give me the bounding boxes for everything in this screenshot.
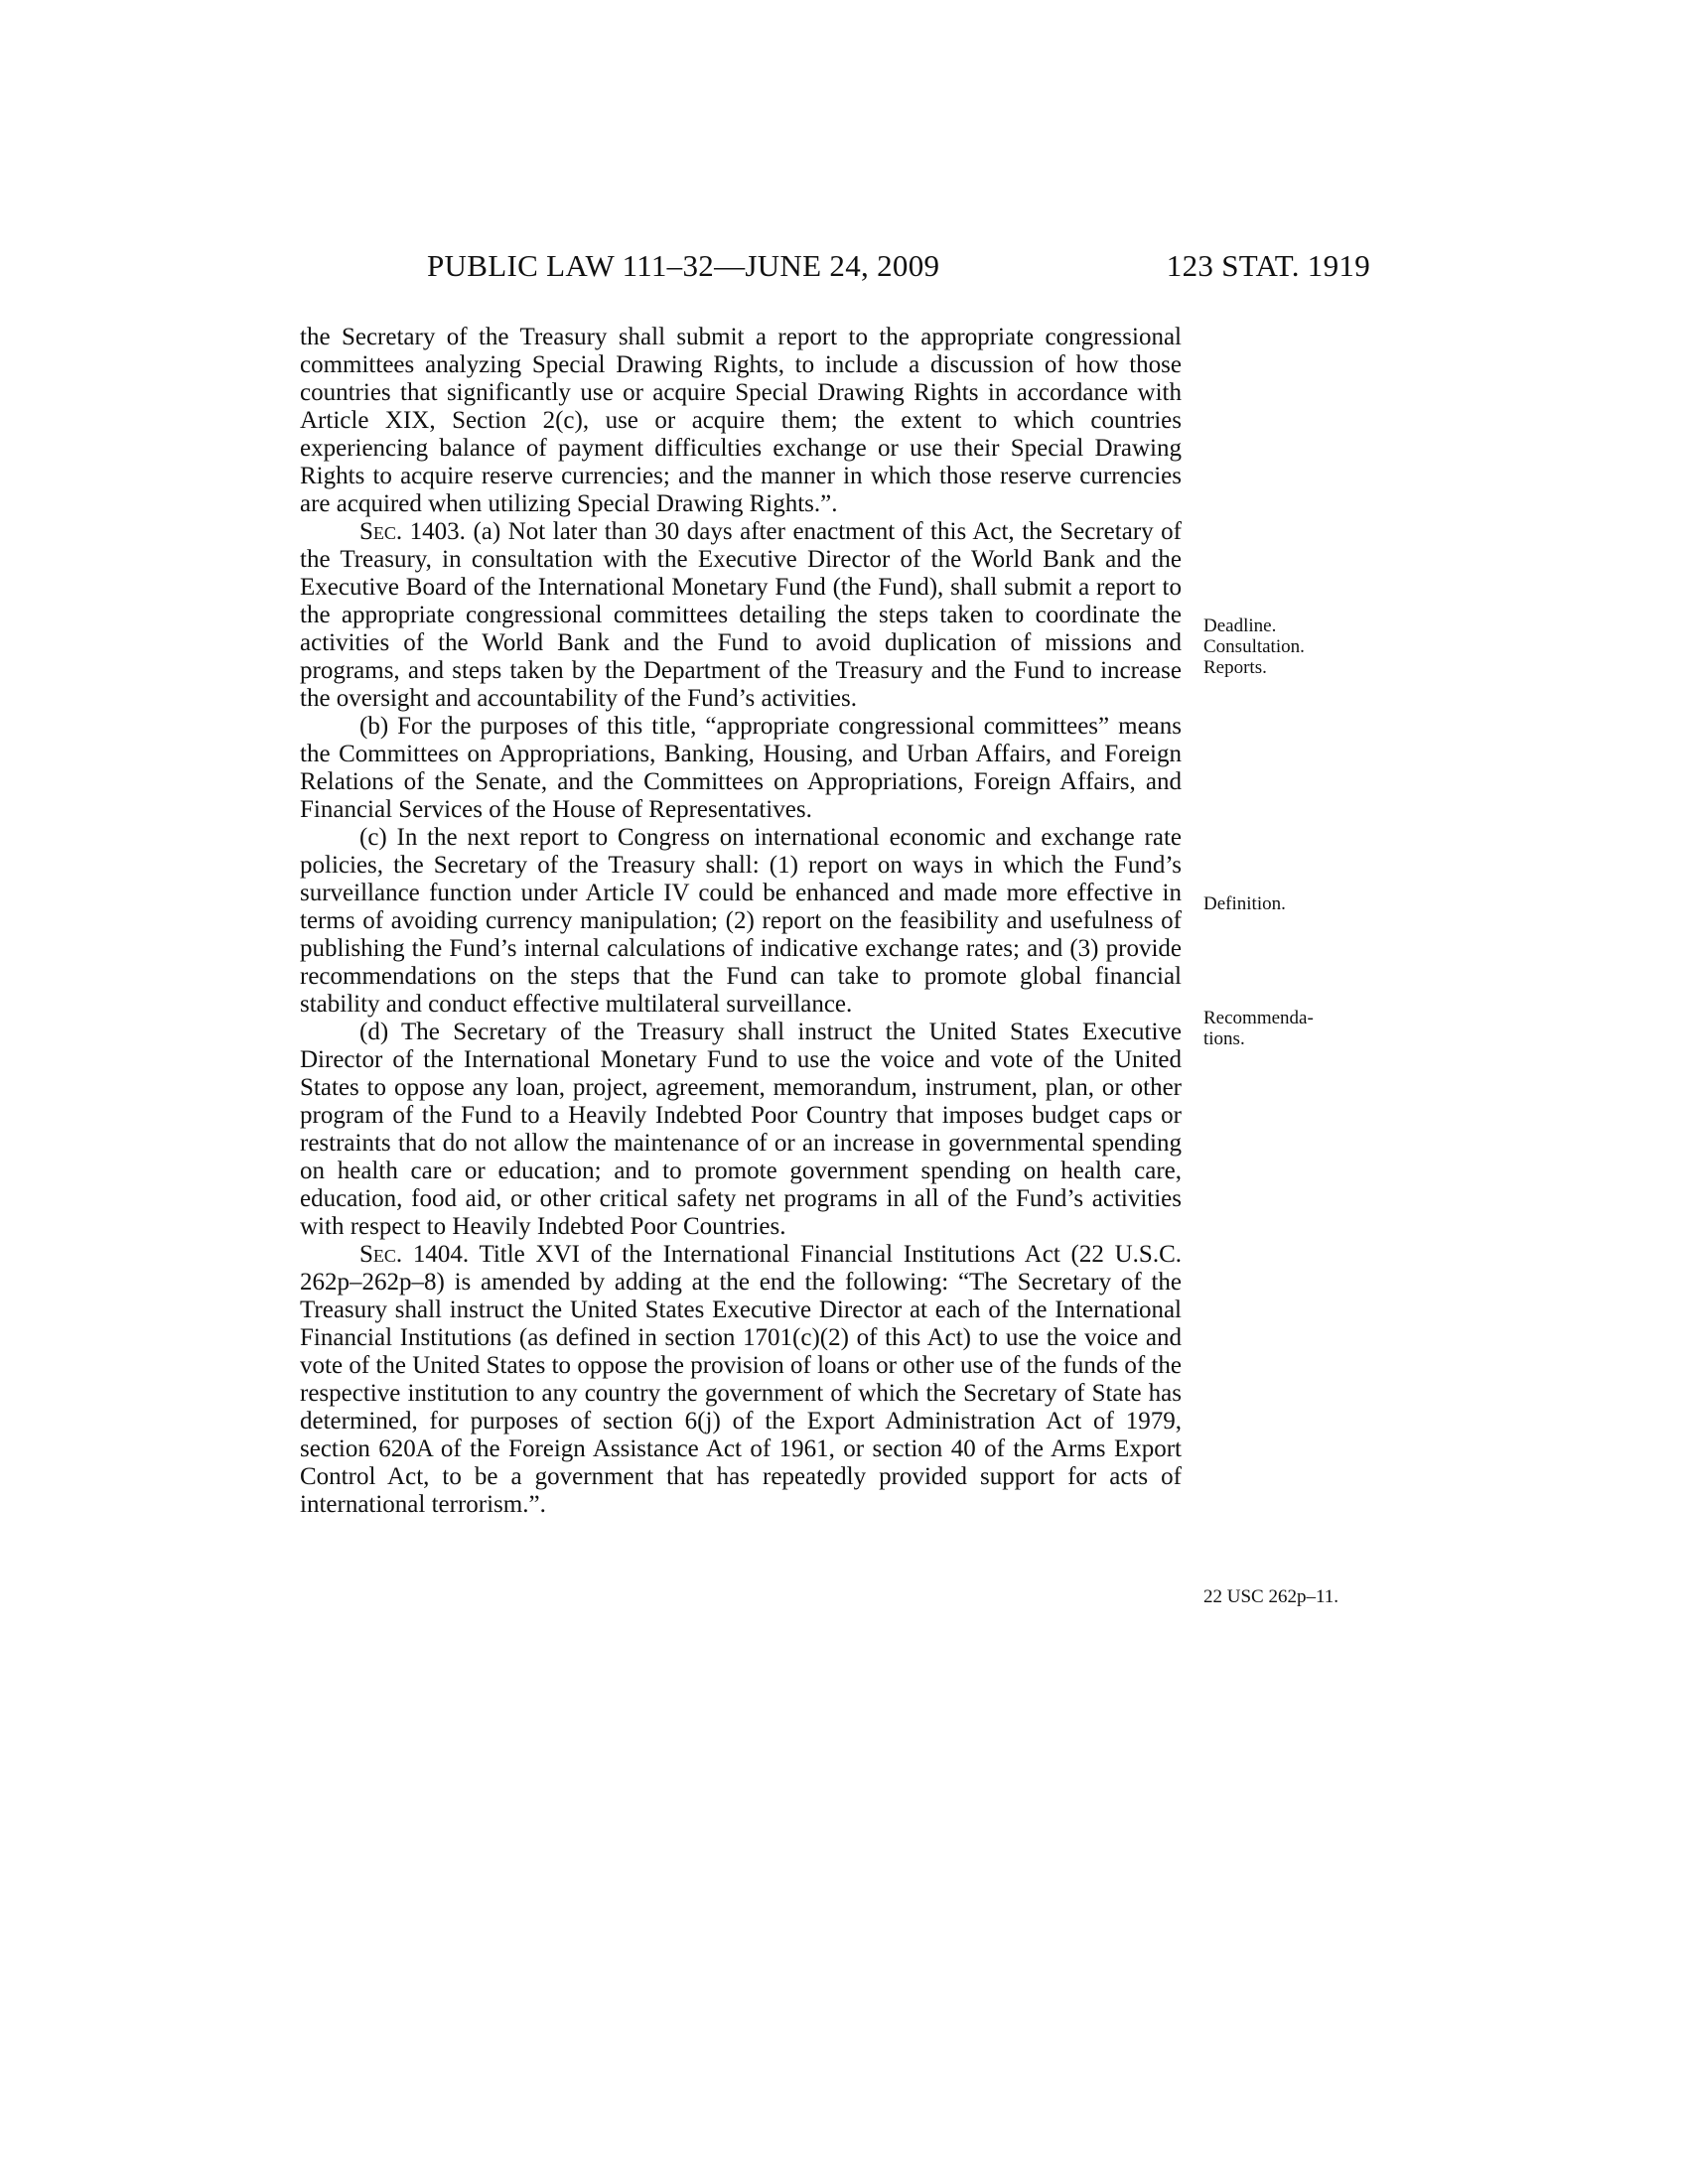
section-label: Sec. (359, 1241, 403, 1268)
paragraph-sec-1403-c (300, 824, 1182, 1019)
paragraph-sec-1404 (300, 1241, 1182, 1519)
public-law-citation: PUBLIC LAW 111–32—JUNE 24, 2009 (427, 248, 940, 283)
section-label: Sec. (359, 518, 403, 545)
statute-page-number: 123 STAT. 1919 (1166, 248, 1370, 283)
margin-note-line: Consultation. (1203, 636, 1305, 657)
margin-note-deadline (1203, 615, 1372, 678)
page-header (298, 248, 1370, 288)
margin-note-line: 22 USC 262p–11. (1203, 1586, 1339, 1607)
paragraph-text: (b) For the purposes of this title, “appropriate congressional committees” means the Committees on Appropriations, Banking, Housing, and Urban Affairs, and Foreign Relations of the Senate, and the Committees on Appropriations, Foreign Affairs, and Financial Services of the House of Representatives. (300, 713, 1182, 823)
margin-note-line: Reports. (1203, 657, 1267, 678)
margin-note-recommendations (1203, 1008, 1372, 1049)
margin-note-line: Definition. (1203, 893, 1286, 914)
margin-note-line: Recommenda- (1203, 1008, 1314, 1028)
paragraph-text: (c) In the next report to Congress on international economic and exchange rate policies, the Secretary of the Treasury shall: (1) report on ways in which the Fund’s surveillance function under Article IV could be enhanced and made more effective in terms of avoiding currency manipulation; (2) report on the feasibility and usefulness of publishing the Fund’s internal calculations of indicative exchange rates; and (3) provide recommendations on the steps that the Fund can take to promote global financial stability and conduct effective multilateral surveillance. (300, 824, 1182, 1018)
margin-note-line: tions. (1203, 1028, 1245, 1049)
paragraph-sec-1403-d (300, 1019, 1182, 1241)
paragraph-text: (d) The Secretary of the Treasury shall instruct the United States Executive Director of the International Monetary Fund to use the voice and vote of the United States to oppose any loan, project, agreement, memorandum, instrument, plan, or other program of the Fund to a Heavily Indebted Poor Country that imposes budget caps or restraints that do not allow the maintenance of or an increase in governmental spending on health care or education; and to promote government spending on health care, education, food aid, or other critical safety net programs in all of the Fund’s activities with respect to Heavily Indebted Poor Countries. (300, 1019, 1182, 1240)
margin-note-definition (1203, 893, 1372, 914)
paragraph-text: the Secretary of the Treasury shall submit a report to the appropriate congressional committees analyzing Special Drawing Rights, to include a discussion of how those countries that significantly use or acquire Special Drawing Rights in accordance with Article XIX, Section 2(c), use or acquire them; the extent to which countries experiencing balance of payment difficulties exchange or use their Special Drawing Rights to acquire reserve currencies; and the manner in which those reserve currencies are acquired when utilizing Special Drawing Rights.”. (300, 324, 1182, 517)
margin-note-line: Deadline. (1203, 615, 1277, 636)
law-body-text (300, 324, 1182, 1519)
paragraph-continuation (300, 324, 1182, 518)
paragraph-text: 1404. Title XVI of the International Financial Institutions Act (22 U.S.C. 262p–262p–8) is amended by adding at the end the following: “The Secretary of the Treasury shall instruct the United States Executive Director at each of the International Financial Institutions (as defined in section 1701(c)(2) of this Act) to use the voice and vote of the United States to oppose the provision of loans or other use of the funds of the respective institution to any country the government of which the Secretary of State has determined, for purposes of section 6(j) of the Export Administration Act of 1979, section 620A of the Foreign Assistance Act of 1961, or section 40 of the Arms Export Control Act, to be a government that has repeatedly provided support for acts of international terrorism.”. (300, 1241, 1182, 1518)
margin-note-usc (1203, 1586, 1372, 1607)
paragraph-sec-1403-a (300, 518, 1182, 713)
paragraph-text: 1403. (a) Not later than 30 days after enactment of this Act, the Secretary of the Treasury, in consultation with the Executive Director of the World Bank and the Executive Board of the International Monetary Fund (the Fund), shall submit a report to the appropriate congressional committees detailing the steps taken to coordinate the activities of the World Bank and the Fund to avoid duplication of missions and programs, and steps taken by the Department of the Treasury and the Fund to increase the oversight and accountability of the Fund’s activities. (300, 518, 1182, 712)
paragraph-sec-1403-b (300, 713, 1182, 824)
